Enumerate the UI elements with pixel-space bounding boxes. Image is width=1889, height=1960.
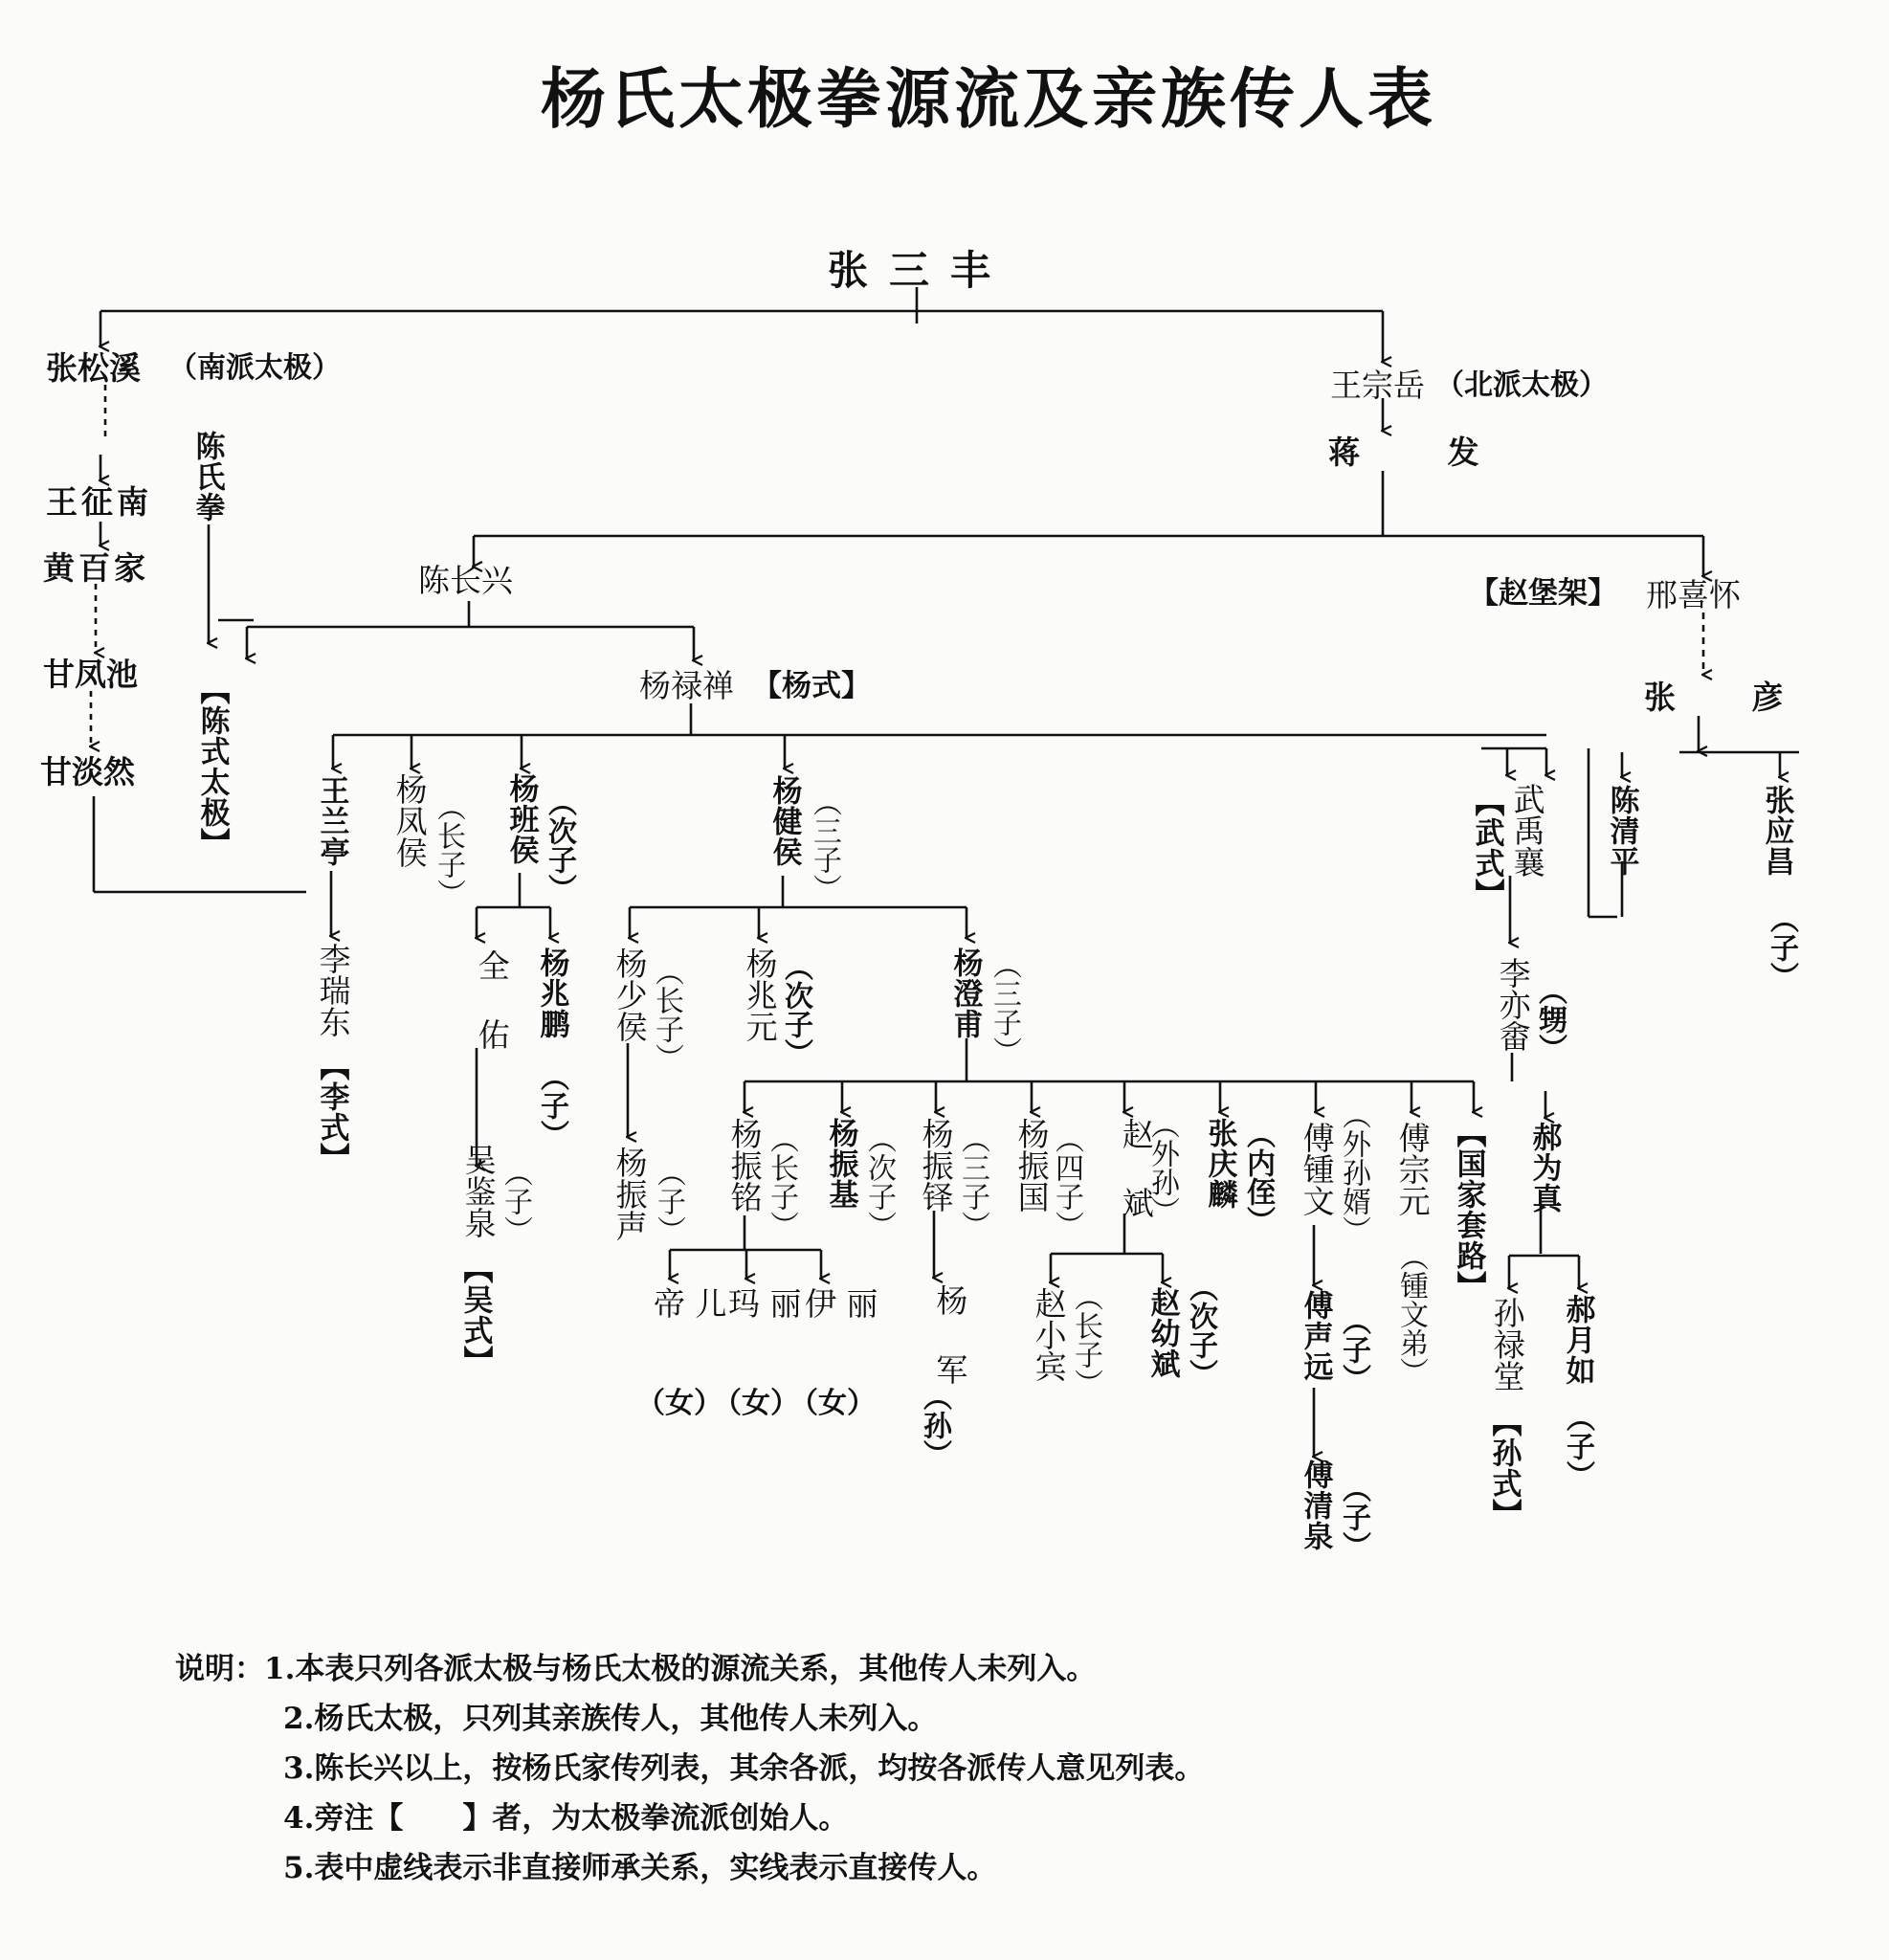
node-yang-zhenji: 杨振基 [823, 1118, 858, 1210]
rel-zhao-bin: （外孙） [1145, 1110, 1179, 1225]
rel-yang-zhensheng: （子） [652, 1158, 685, 1244]
tag-yang-style: 【杨式】 [752, 669, 871, 703]
node-zhao-youbin: 赵幼斌 [1145, 1287, 1180, 1379]
node-yang-chengfu: 杨澄甫 [947, 947, 983, 1039]
node-fu-zongyuan: 傅宗元 [1393, 1122, 1432, 1216]
tag-wu-style: 【武式】 [1469, 787, 1504, 909]
rel-zhao-xiaobin: （长子） [1069, 1282, 1102, 1397]
node-zhao-bin: 赵 斌 [1117, 1118, 1155, 1218]
rel-fu-shengyuan: （子） [1337, 1306, 1370, 1392]
rel-di-er: （女） [636, 1387, 722, 1420]
node-zhang-yan: 张 彦 [1644, 679, 1816, 716]
node-di-er: 帝 儿 [654, 1285, 727, 1323]
rel-zhang-qinglin: （内侄） [1241, 1120, 1275, 1235]
rel-yang-banhou: （次子） [543, 788, 576, 902]
node-wang-zongyue: 王宗岳 [1330, 367, 1425, 404]
node-chen-changxing: 陈长兴 [418, 562, 513, 599]
node-yang-zhenguo: 杨振国 [1012, 1118, 1051, 1213]
node-wang-lanting: 王兰亭 [314, 775, 349, 867]
tag-south-school: （南派太极） [168, 351, 341, 385]
node-fu-shengyuan: 傅声远 [1298, 1290, 1333, 1382]
node-jiang-fa: 蒋 发 [1328, 434, 1518, 471]
node-yi-li: 伊 丽 [805, 1285, 878, 1323]
node-yang-fenghou: 杨凤侯 [390, 773, 429, 868]
rel-yang-shaohou: （长子） [650, 957, 683, 1072]
node-hao-yueru: 郝月如 [1560, 1294, 1595, 1386]
rel-wu-jianquan: （子） [499, 1158, 532, 1244]
tag-li-style: 【李式】 [314, 1051, 349, 1173]
node-zhang-qinglin: 张庆麟 [1202, 1118, 1237, 1210]
node-yang-banhou: 杨班侯 [503, 773, 539, 865]
page-title: 杨氏太极拳源流及亲族传人表 [541, 61, 1437, 138]
rel-yang-jianhou: （三子） [808, 788, 841, 902]
node-zhang-sanfeng: 张三丰 [828, 247, 1012, 294]
node-yang-zhensheng: 杨振声 [611, 1147, 649, 1241]
node-fu-zhongwen: 傅锺文 [1298, 1122, 1336, 1216]
note-1: 说明：1.本表只列各派太极与杨氏太极的源流关系，其他传人未列入。 [175, 1652, 1097, 1686]
node-hao-weizhen: 郝为真 [1526, 1122, 1562, 1214]
node-quan-you: 全 佑 [473, 949, 511, 1050]
tag-zhaobao: 【赵堡架】 [1469, 576, 1617, 611]
rel-yang-zhenguo: （四子） [1050, 1125, 1083, 1239]
tag-national-routine: 【国家套路】 [1451, 1118, 1486, 1302]
node-wu-yuxiang: 武禹襄 [1508, 783, 1546, 878]
node-gan-fengchi: 甘凤池 [43, 656, 138, 693]
node-zhao-xiaobin: 赵小宾 [1030, 1287, 1068, 1382]
node-zhang-songxi: 张松溪 [46, 349, 141, 387]
rel-yang-zhenduo: （三子） [956, 1125, 989, 1239]
tag-sun-style: 【孙式】 [1486, 1407, 1522, 1529]
rel-yang-zhaopeng: （子） [535, 1062, 568, 1148]
node-huang-baijia: 黄百家 [43, 549, 149, 587]
node-yang-zhaopeng: 杨兆鹏 [534, 947, 569, 1039]
node-yang-jianhou: 杨健侯 [767, 775, 802, 867]
node-sun-lutang: 孙禄堂 [1488, 1297, 1526, 1392]
node-yang-zhenduo: 杨振铎 [917, 1118, 955, 1213]
tag-chen-style: 【陈式太极】 [194, 675, 230, 858]
rel-yi-li: （女） [789, 1387, 876, 1420]
rel-fu-qingquan: （子） [1337, 1474, 1370, 1560]
rel-hao-yueru: （子） [1561, 1403, 1594, 1489]
node-chen-qingping: 陈清平 [1604, 785, 1639, 877]
rel-zhang-yingchang: （子） [1765, 904, 1798, 991]
tag-wu-jianquan-style: 【吴式】 [457, 1254, 493, 1376]
node-xing-xihuai: 邢喜怀 [1646, 576, 1741, 613]
node-wu-jianquan: 吴鉴泉 [459, 1144, 498, 1238]
rel-yang-zhenming: （长子） [765, 1125, 798, 1239]
rel-yang-zhenji: （次子） [862, 1125, 896, 1239]
note-4: 4.旁注【 】者，为太极拳流派创始人。 [283, 1801, 849, 1836]
node-ma-li: 玛 丽 [728, 1285, 802, 1323]
node-zhang-yingchang: 张应昌 [1759, 785, 1794, 877]
node-chen-quan: 陈氏拳 [189, 431, 225, 523]
rel-yang-fenghou: （长子） [432, 792, 465, 907]
rel-fu-zhongwen: （外孙婿） [1337, 1101, 1370, 1244]
node-yang-jun: 杨 军 [931, 1284, 969, 1385]
rel-yang-jun: （孙） [918, 1382, 951, 1468]
node-li-yiyu: 李亦畬 [1494, 957, 1532, 1052]
node-gan-danran: 甘淡然 [40, 753, 135, 791]
rel-fu-zongyuan: （锺文弟） [1394, 1242, 1428, 1386]
node-fu-qingquan: 傅清泉 [1298, 1459, 1333, 1551]
note-3: 3.陈长兴以上，按杨氏家传列表，其余各派，均按各派传人意见列表。 [283, 1751, 1205, 1786]
rel-li-yiyu: （甥） [1533, 976, 1567, 1062]
rel-zhao-youbin: （次子） [1184, 1273, 1217, 1388]
rel-ma-li: （女） [713, 1387, 799, 1420]
node-li-ruidong: 李瑞东 [314, 943, 352, 1037]
note-2: 2.杨氏太极，只列其亲族传人，其他传人未列入。 [283, 1702, 938, 1736]
node-yang-zhenming: 杨振铭 [725, 1118, 764, 1213]
tag-north-school: （北派太极） [1435, 368, 1608, 402]
node-yang-luchan: 杨禄禅 [639, 667, 734, 704]
node-wang-zhengnan: 王征南 [46, 483, 152, 521]
node-yang-shaohou: 杨少侯 [611, 947, 649, 1042]
rel-yang-zhaoyuan: （次子） [779, 952, 812, 1067]
node-yang-zhaoyuan: 杨兆元 [741, 947, 779, 1042]
note-5: 5.表中虚线表示非直接师承关系，实线表示直接传人。 [283, 1851, 997, 1885]
rel-yang-chengfu: （三子） [988, 950, 1021, 1065]
